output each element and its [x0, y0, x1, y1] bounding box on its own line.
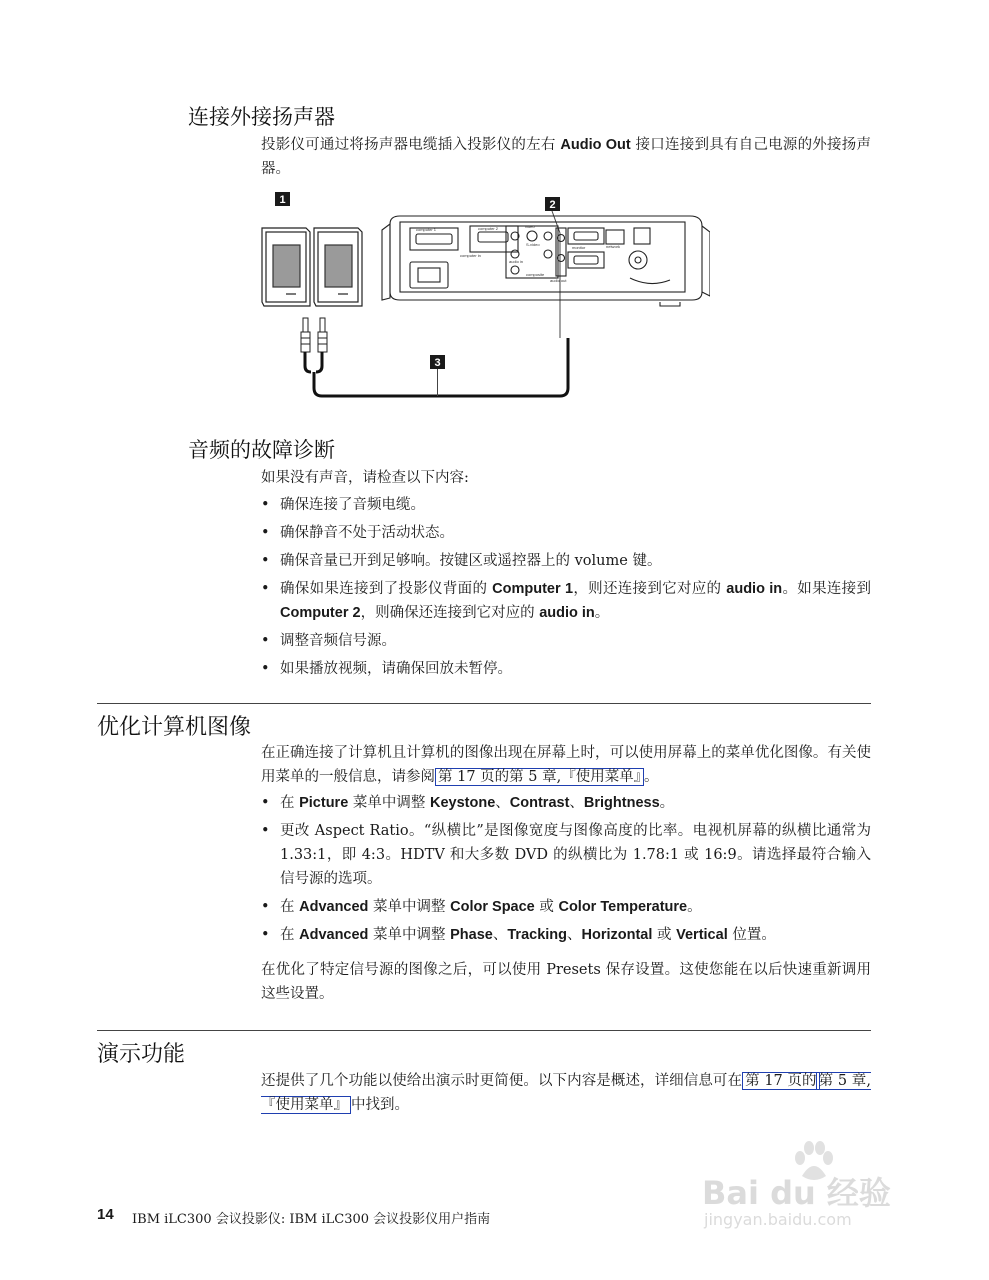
port-label-audio-in: audio in — [509, 259, 524, 264]
speaker-connection-figure — [250, 188, 710, 418]
callout-2 — [545, 197, 560, 211]
port-label-computer-2: computer 2 — [478, 226, 499, 231]
presentation-paragraph: 还提供了几个功能以使给出演示时更简便。以下内容是概述，详细信息可在 第 17 页的 第 5 章,『使用菜单』 中找到。 — [261, 1073, 871, 1113]
section-divider — [97, 703, 871, 704]
list-item: • 在 Advanced 菜单中调整 Phase、Tracking、Horizontal 或 Vertical 位置。 — [261, 923, 871, 947]
callout-1-label: 1 — [279, 194, 286, 206]
using-menus-link[interactable]: 第 17 页的第 5 章,『使用菜单』 — [435, 768, 644, 786]
audio-out-keyword: Audio Out — [560, 137, 631, 153]
left-speaker — [262, 228, 310, 306]
list-item: • 确保静音不处于活动状态。 — [261, 521, 871, 545]
watermark-url: jingyan.baidu.com — [704, 1210, 852, 1229]
port-label-computer-in: computer in — [460, 253, 481, 258]
list-item: • 更改 Aspect Ratio。“纵横比”是图像宽度与图像高度的比率。电视机屏幕的纵横比通常为 1.33:1，即 4:3。HDTV 和大多数 DVD 的纵横比为 1.78:1 或 16:9。请选择最符合输入信号源的选项。 — [261, 819, 871, 891]
audio-intro: 如果没有声音，请检查以下内容: — [261, 470, 469, 486]
list-item: • 如果播放视频，请确保回放未暂停。 — [261, 657, 871, 681]
port-label-computer-1: computer 1 — [416, 227, 437, 232]
list-item: • 在 Picture 菜单中调整 Keystone、Contrast、Brightness。 — [261, 791, 871, 815]
optimize-list — [261, 791, 871, 947]
callout-1 — [275, 192, 290, 206]
port-label-network: network — [606, 244, 621, 249]
section-title-speakers: 连接外接扬声器 — [188, 105, 335, 129]
baidu-watermark — [702, 1140, 942, 1230]
list-item: • 在 Advanced 菜单中调整 Color Space 或 Color Temperature。 — [261, 895, 871, 919]
section-title-optimize-image: 优化计算机图像 — [97, 715, 252, 740]
optimize-paragraph: 在正确连接了计算机且计算机的图像出现在屏幕上时，可以使用屏幕上的菜单优化图像。有关使用菜单的一般信息，请参阅 第 17 页的第 5 章,『使用菜单』 。 — [261, 745, 871, 785]
speakers-paragraph — [261, 133, 871, 181]
section-title-audio-troubleshooting: 音频的故障诊断 — [188, 438, 335, 462]
port-label-composite: composite — [526, 272, 545, 277]
page-17-link[interactable]: 第 17 页的 — [742, 1072, 820, 1090]
list-item: • 确保音量已开到足够响。按键区或遥控器上的 volume 键。 — [261, 549, 871, 573]
list-item: • 确保如果连接到了投影仪背面的 Computer 1，则还连接到它对应的 audio in。如果连接到 Computer 2，则确保还连接到它对应的 audio in。 — [261, 577, 871, 625]
rca-plugs — [301, 318, 327, 352]
watermark-brand: Bai du 经验 — [702, 1174, 891, 1212]
presets-paragraph: 在优化了特定信号源的图像之后，可以使用 Presets 保存设置。这使您能在以后快速重新调用这些设置。 — [261, 962, 871, 1002]
callout-2-label: 2 — [549, 199, 556, 211]
audio-checklist — [261, 493, 871, 681]
speakers-text-post: 接口连接到具有自己电源的外接扬声器。 — [261, 137, 871, 177]
right-speaker — [314, 228, 362, 306]
chapter-5-link[interactable]: 第 5 章,『使用菜单』 — [261, 1073, 871, 1113]
port-label-video: video — [525, 224, 535, 229]
callout-3-label: 3 — [434, 357, 441, 369]
list-item: • 调整音频信号源。 — [261, 629, 871, 653]
list-item: • 确保连接了音频电缆。 — [261, 493, 871, 517]
speakers-text-pre: 投影仪可通过将扬声器电缆插入投影仪的左右 — [261, 137, 561, 153]
footer-text: IBM iLC300 会议投影仪: IBM iLC300 会议投影仪用户指南 — [132, 1212, 491, 1227]
section-title-presentation: 演示功能 — [97, 1042, 186, 1067]
callout-3 — [430, 355, 445, 369]
page-number: 14 — [97, 1206, 114, 1223]
port-label-s-video: S-video — [526, 242, 540, 247]
port-label-monitor: monitor — [572, 245, 586, 250]
port-label-audio-out: audio out — [550, 278, 567, 283]
section-divider — [97, 1030, 871, 1031]
